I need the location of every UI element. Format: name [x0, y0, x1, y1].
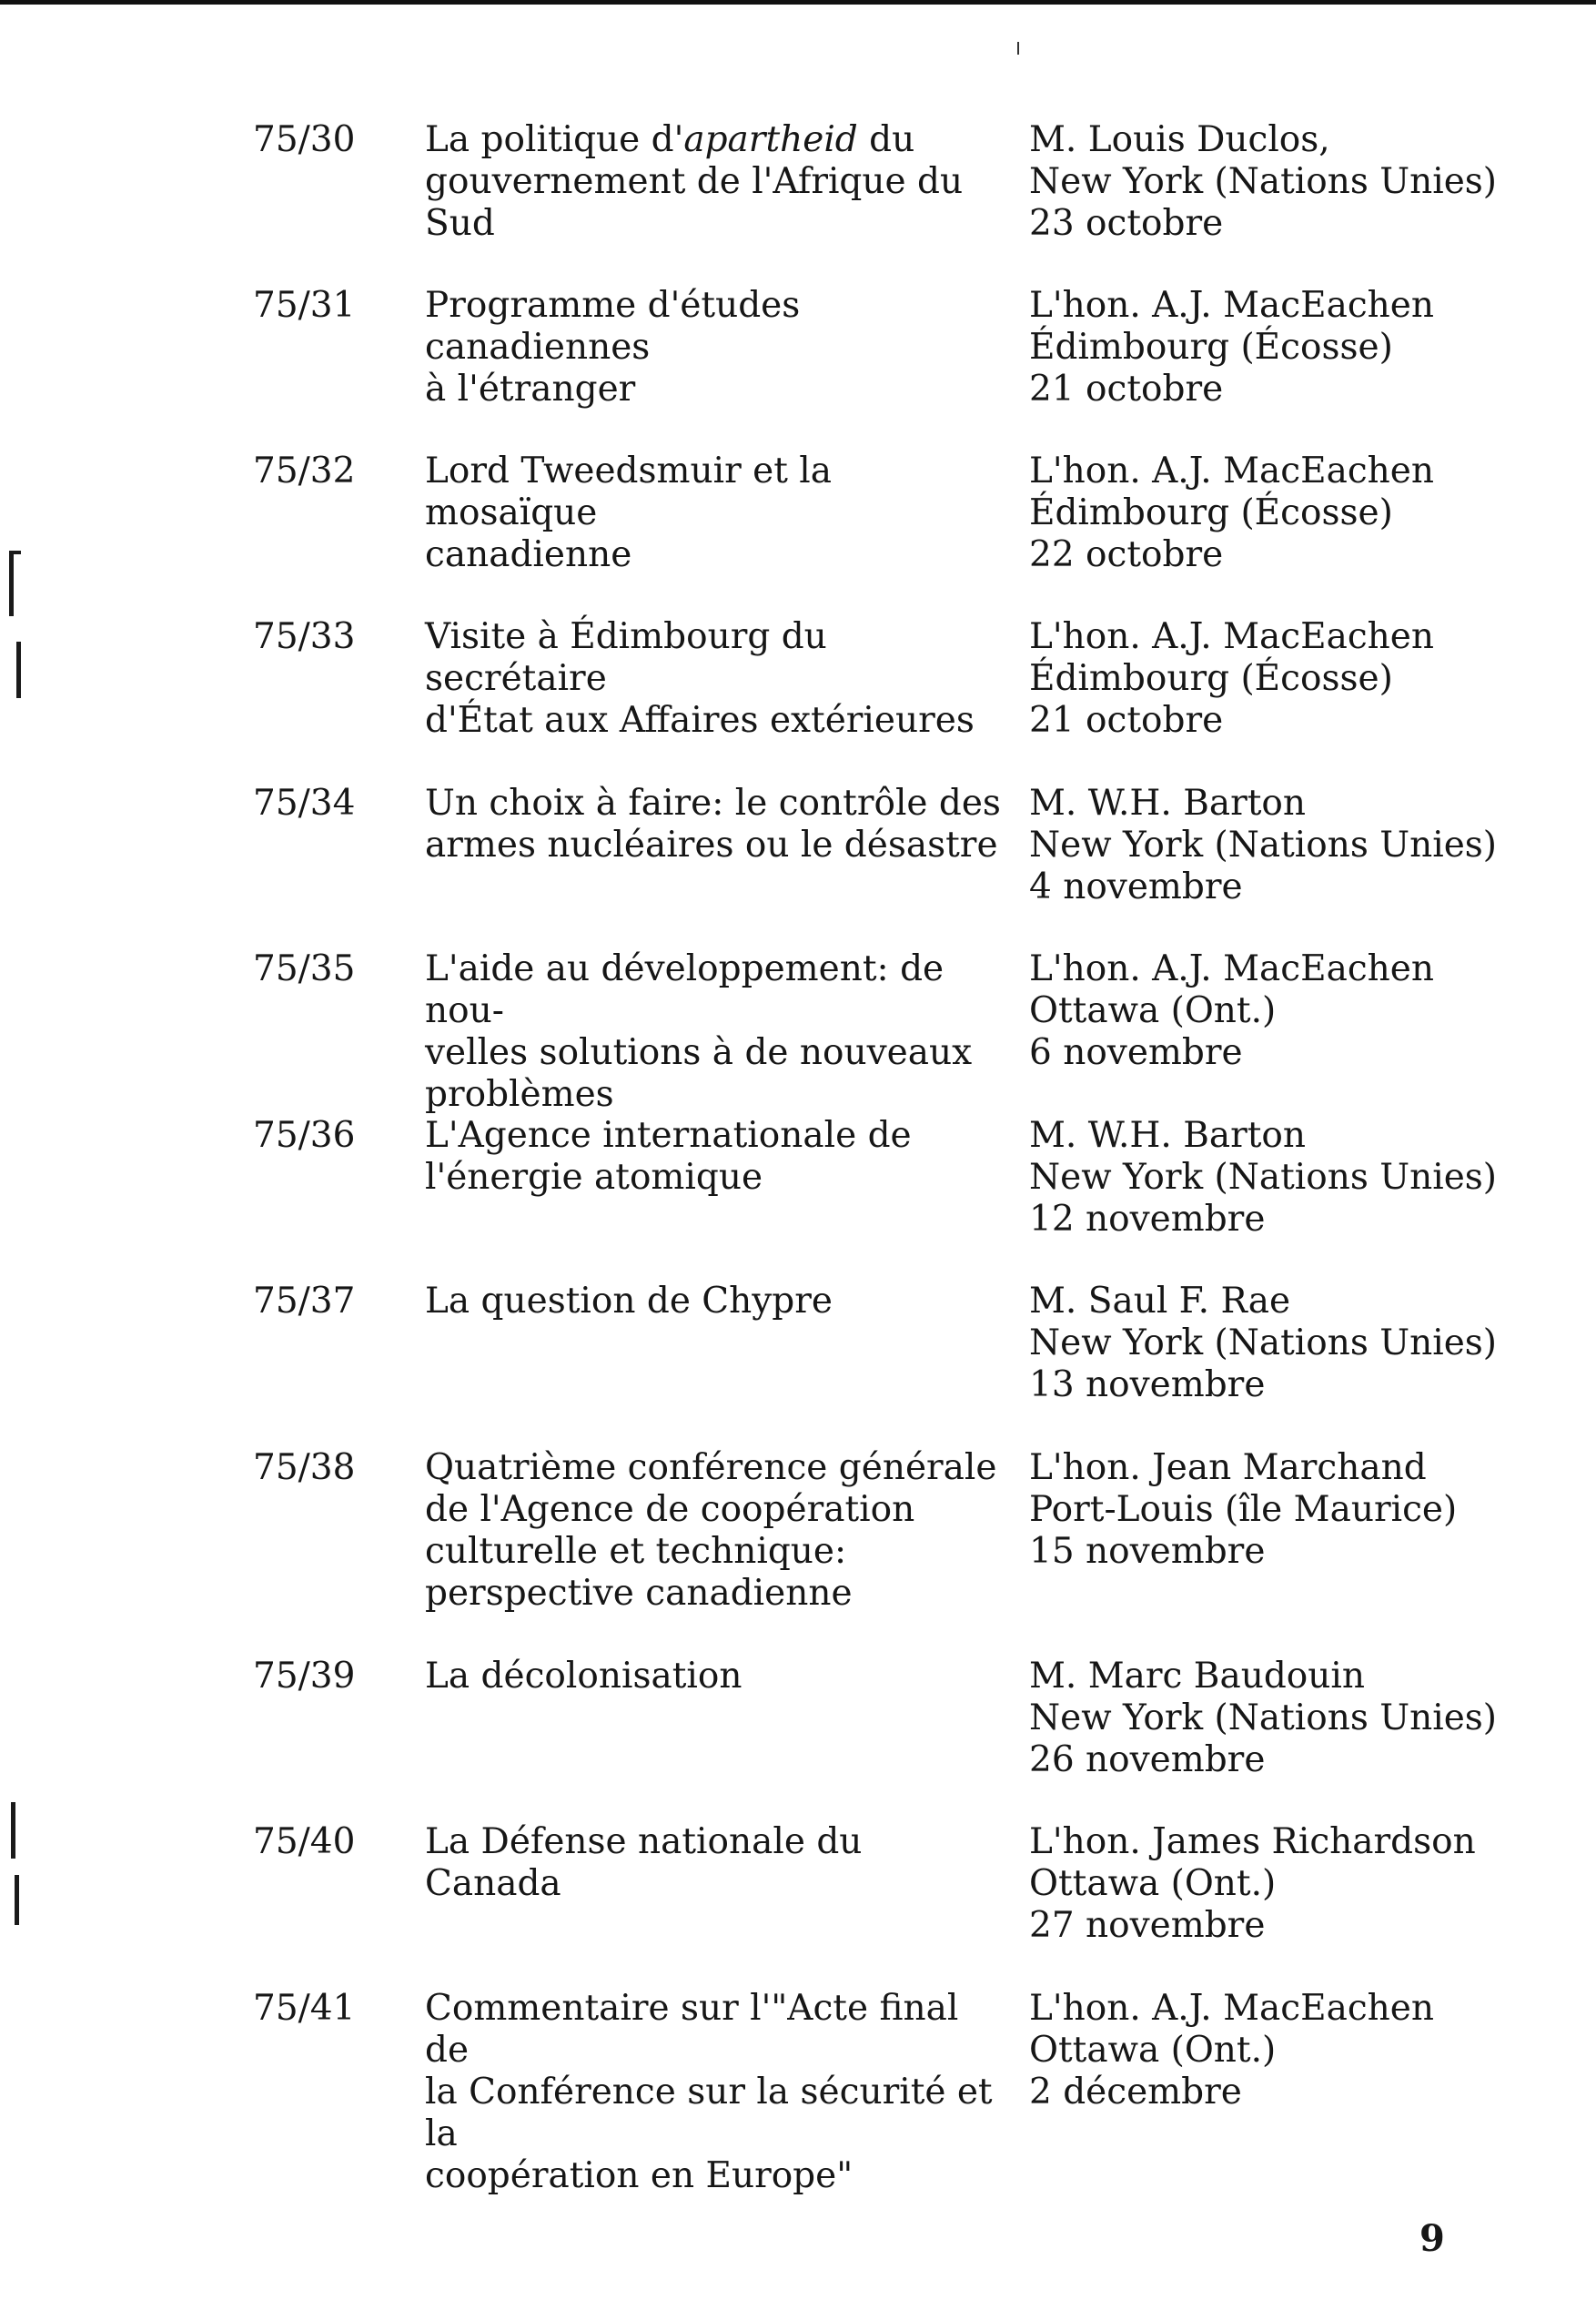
statement-speaker: M. W.H. Barton New York (Nations Unies) 4 novembre — [1029, 783, 1498, 907]
statement-speaker: L'hon. A.J. MacEachen Ottawa (Ont.) 2 décembre — [1029, 1988, 1434, 2113]
statement-speaker: L'hon. A.J. MacEachen Édimbourg (Écosse) 22 octobre — [1029, 451, 1434, 575]
page-number: 9 — [1419, 2217, 1445, 2260]
statement-title: L'Agence internationale de l'énergie atomique — [425, 1115, 912, 1198]
statement-number: 75/31 — [253, 285, 356, 326]
statement-number: 75/30 — [253, 119, 356, 160]
top-border-rule — [0, 0, 1596, 5]
statement-speaker: M. Marc Baudouin New York (Nations Unies) 26 novembre — [1029, 1656, 1498, 1780]
statement-title: Quatrième conférence générale de l'Agence de coopération culturelle et technique: perspective canadienne — [425, 1447, 997, 1614]
statement-speaker: L'hon. A.J. MacEachen Ottawa (Ont.) 6 novembre — [1029, 948, 1434, 1073]
margin-bracket-mark — [14, 551, 21, 554]
scan-mark — [1017, 42, 1019, 55]
margin-bracket-mark — [16, 642, 21, 698]
statement-title: Lord Tweedsmuir et la mosaïque canadienne — [425, 451, 833, 575]
statement-title: Programme d'études canadiennes à l'étranger — [425, 285, 801, 410]
statement-title: Visite à Édimbourg du secrétaire d'État aux Affaires extérieures — [425, 616, 975, 741]
statement-number: 75/34 — [253, 783, 356, 824]
statement-title: Un choix à faire: le contrôle des armes nucléaires ou le désastre — [425, 783, 1001, 866]
statement-number: 75/36 — [253, 1115, 356, 1156]
statement-number: 75/37 — [253, 1281, 356, 1322]
statement-number: 75/40 — [253, 1821, 356, 1862]
statement-speaker: L'hon. A.J. MacEachen Édimbourg (Écosse) 21 octobre — [1029, 616, 1434, 741]
statement-number: 75/38 — [253, 1447, 356, 1488]
statement-number: 75/35 — [253, 948, 356, 989]
statement-title: La Défense nationale du Canada — [425, 1821, 863, 1904]
statement-title: Commentaire sur l'"Acte final de la Conférence sur la sécurité et la coopération en Europe" — [425, 1988, 993, 2196]
statement-number: 75/41 — [253, 1988, 356, 2029]
italic-term: apartheid — [683, 119, 858, 160]
statement-title: La politique d'apartheid du gouvernement de l'Afrique du Sud — [425, 119, 964, 244]
margin-bracket-mark — [11, 1802, 15, 1859]
statement-title: La décolonisation — [425, 1656, 742, 1697]
statement-speaker: L'hon. A.J. MacEachen Édimbourg (Écosse) 21 octobre — [1029, 285, 1434, 410]
statement-speaker: M. Louis Duclos, New York (Nations Unies) 23 octobre — [1029, 119, 1498, 244]
statement-speaker: M. Saul F. Rae New York (Nations Unies) 13 novembre — [1029, 1281, 1498, 1405]
margin-bracket-mark — [15, 1875, 19, 1925]
margin-bracket-mark — [9, 551, 14, 616]
statement-speaker: L'hon. James Richardson Ottawa (Ont.) 27 novembre — [1029, 1821, 1476, 1946]
statement-number: 75/39 — [253, 1656, 356, 1697]
statement-speaker: M. W.H. Barton New York (Nations Unies) 12 novembre — [1029, 1115, 1498, 1240]
statement-title: La question de Chypre — [425, 1281, 833, 1322]
statement-speaker: L'hon. Jean Marchand Port-Louis (île Maurice) 15 novembre — [1029, 1447, 1458, 1572]
statement-number: 75/33 — [253, 616, 356, 657]
statement-number: 75/32 — [253, 451, 356, 491]
statement-title: L'aide au développement: de nou- velles solutions à de nouveaux problèmes — [425, 948, 973, 1115]
